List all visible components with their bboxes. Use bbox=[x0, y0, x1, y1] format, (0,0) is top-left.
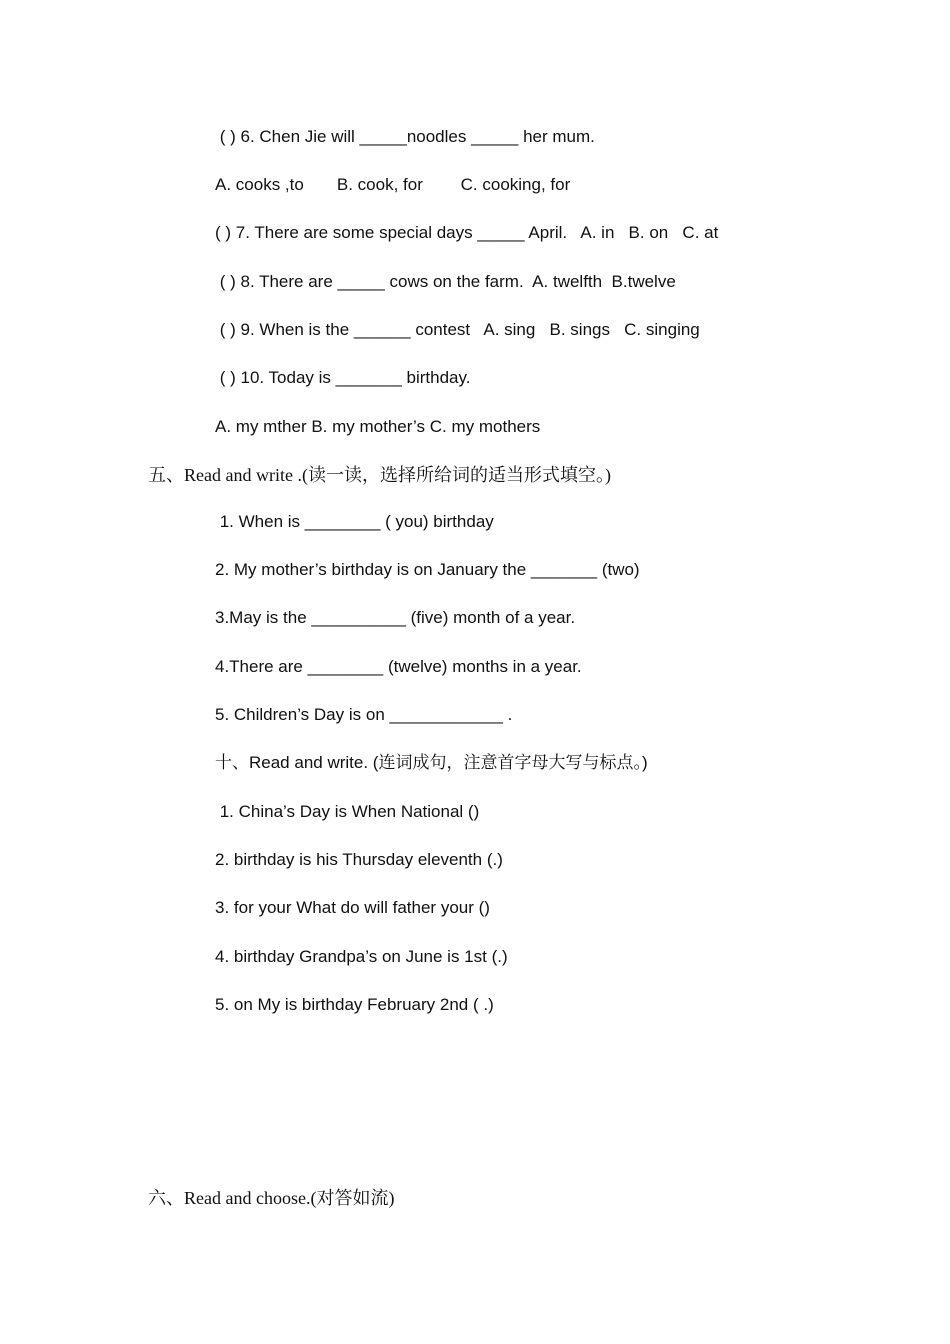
question-8: ( ) 8. There are _____ cows on the farm. A. twelfth B.twelve bbox=[215, 272, 676, 291]
section-10-item: 1. China’s Day is When National () bbox=[215, 802, 480, 821]
section-10-item: 5. on My is birthday February 2nd ( .) bbox=[215, 995, 494, 1014]
section-5-item: 4.There are ________ (twelve) months in a year. bbox=[215, 657, 582, 676]
section-10-item: 3. for your What do will father your () bbox=[215, 898, 490, 917]
section-5-item: 2. My mother’s birthday is on January the _______ (two) bbox=[215, 560, 640, 579]
section-5-item: 5. Children’s Day is on ____________ . bbox=[215, 705, 513, 724]
section-10-item: 4. birthday Grandpa’s on June is 1st (.) bbox=[215, 947, 508, 966]
question-9: ( ) 9. When is the ______ contest A. sing B. sings C. singing bbox=[215, 320, 700, 339]
section-10-heading: 十、Read and write. (连词成句，注意首字母大写与标点。) bbox=[215, 753, 648, 772]
section-10-item: 2. birthday is his Thursday eleventh (.) bbox=[215, 850, 503, 869]
question-10: ( ) 10. Today is _______ birthday. bbox=[215, 368, 471, 387]
section-5-item: 3.May is the __________ (five) month of a year. bbox=[215, 608, 576, 627]
section-6-heading: 六、Read and choose.(对答如流) bbox=[148, 1188, 395, 1208]
section-5-item: 1. When is ________ ( you) birthday bbox=[215, 512, 494, 531]
question-6: ( ) 6. Chen Jie will _____noodles _____ her mum. bbox=[215, 127, 595, 146]
question-10-options: A. my mther B. my mother’s C. my mothers bbox=[215, 417, 541, 436]
question-7: ( ) 7. There are some special days _____ April. A. in B. on C. at bbox=[215, 223, 719, 242]
section-5-heading: 五、Read and write .(读一读，选择所给词的适当形式填空。) bbox=[148, 465, 611, 485]
question-6-options: A. cooks ,to B. cook, for C. cooking, for bbox=[215, 175, 571, 194]
